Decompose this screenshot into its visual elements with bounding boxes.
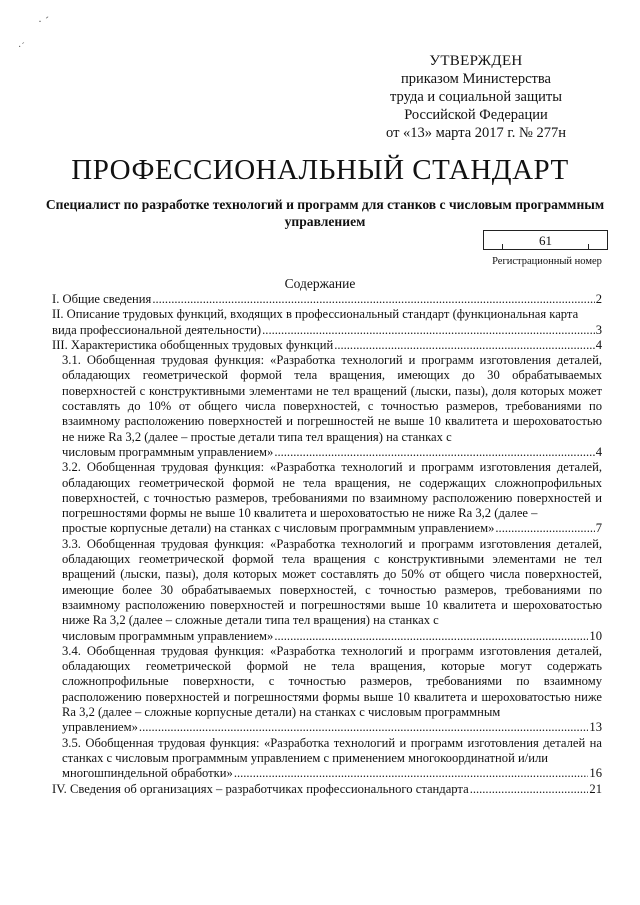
approval-heading: УТВЕРЖДЕН <box>429 53 523 69</box>
toc-leader <box>152 292 594 307</box>
scan-mark: · ˊ <box>38 14 49 28</box>
toc-leader <box>470 782 589 797</box>
toc-entry-title: управлением» <box>62 720 138 735</box>
toc-entry-text: 3.5. Обобщенная трудовая функция: «Разработка технологий и программ изготовления деталей на станках с числовым программным управлением с применением многокоординатной и/или <box>62 735 602 765</box>
toc-entry[interactable] <box>52 292 602 307</box>
box-tick <box>502 244 503 250</box>
approval-line: труда и социальной защиты <box>390 89 562 105</box>
toc-entry-text: 3.4. Обобщенная трудовая функция: «Разработка технологий и программ изготовления деталей, обладающих геометрической формой не тела вращения, которые могут содержать сложнопрофильные поверхности, с точностью размеров, требованиями по взаимному расположению поверхностей и погрешностями формы выше 10 квалитета и шероховатостью ниже Ra 3,2 (далее – сложные корпусные детали) на станках с числовым программным <box>62 643 602 720</box>
toc-entry[interactable] <box>52 644 602 736</box>
toc-heading: Содержание <box>284 276 356 291</box>
toc-entry-text: 3.3. Обобщенная трудовая функция: «Разработка технологий и программ изготовления деталей, обладающих геометрической формой тела вращения с конструктивными элементами не тел вращений (лыски, пазы), доля которых может составлять до 50% от общего числа поверхностей, имеющие более 30 обрабатываемых поверхностей, с точностью размеров, требованиями по взаимному расположению поверхностей и погрешностями выше 10 квалитета и шероховатостью ниже Ra 3,2 (далее – сложные детали типа тел вращения) на станках с <box>62 536 602 628</box>
toc-entry-title: IV. Сведения об организациях – разработчиках профессионального стандарта <box>52 781 469 796</box>
toc-page-number: 3 <box>595 322 602 337</box>
toc-entry-title: многошпиндельной обработки» <box>62 766 233 781</box>
toc-entry[interactable] <box>52 460 602 536</box>
toc-entry-title: вида профессиональной деятельности) <box>52 322 262 337</box>
toc-entry-title: числовым программным управлением» <box>62 444 274 459</box>
toc-entry-title: III. Характеристика обобщенных трудовых функций <box>52 337 334 352</box>
toc-leader <box>334 338 595 353</box>
toc-page-number: 13 <box>589 720 602 735</box>
toc-page-number: 16 <box>589 766 602 781</box>
toc-page-number: 10 <box>589 628 602 643</box>
toc-entry[interactable] <box>52 736 602 782</box>
box-tick <box>588 244 589 250</box>
registration-number: 61 <box>539 233 552 248</box>
table-of-contents <box>52 292 602 797</box>
toc-page-number: 4 <box>595 337 602 352</box>
toc-page-number: 2 <box>595 292 602 306</box>
toc-entry[interactable] <box>52 307 602 338</box>
registration-label: Регистрационный номер <box>492 256 602 267</box>
toc-leader <box>274 629 588 644</box>
approval-line: приказом Министерства <box>401 71 551 87</box>
approval-line: Российской Федерации <box>404 107 548 123</box>
toc-entry-text: II. Описание трудовых функций, входящих в профессиональный стандарт (функциональная карта <box>52 307 579 322</box>
toc-page-number: 7 <box>595 521 602 536</box>
toc-entry-text: 3.1. Обобщенная трудовая функция: «Разработка технологий и программ изготовления деталей, обладающих геометрической формой тела вращения, имеющих до 30 обрабатываемых поверхностей с конструктивными элементами не тел вращений (лыски, пазы), доля которых может составлять до 10% от общего числа поверхностей, с точностью размеров, требованиями по взаимному расположению поверхностей и погрешностей не выше 10 квалитета и шероховатостью не ниже Ra 3,2 (далее – простые детали типа тел вращения) на станках с <box>62 353 602 444</box>
toc-entry-title: простые корпусные детали) на станках с числовым программным управлением» <box>62 521 495 536</box>
standard-subject: Специалист по разработке технологий и программ для станков с числовым программным управлением <box>45 197 605 229</box>
toc-page-number: 4 <box>595 444 602 459</box>
toc-leader <box>262 323 595 338</box>
toc-leader <box>139 720 588 735</box>
toc-entry-title: числовым программным управлением» <box>62 628 274 643</box>
toc-entry-text: 3.2. Обобщенная трудовая функция: «Разработка технологий и программ изготовления деталей, обладающих геометрической формой не тела вращения, не содержащих сложнопрофильных поверхностей, с точностью размеров, требованиями по взаимному расположению поверхностей и погрешностями формы не выше 10 квалитета и шероховатостью не ниже Ra 3,2 (далее – <box>62 460 602 521</box>
toc-entry[interactable] <box>52 537 602 644</box>
registration-number-box <box>483 230 608 250</box>
document-title: ПРОФЕССИОНАЛЬНЫЙ СТАНДАРТ <box>71 154 569 186</box>
toc-entry-title: I. Общие сведения <box>52 292 152 306</box>
toc-entry[interactable] <box>52 353 602 460</box>
toc-leader <box>495 521 594 536</box>
toc-leader <box>274 445 594 460</box>
toc-entry[interactable] <box>52 338 602 353</box>
toc-leader <box>234 766 589 781</box>
approval-block <box>370 52 582 142</box>
toc-entry[interactable] <box>52 782 602 797</box>
scan-mark: ·ˊ <box>18 42 25 53</box>
toc-page-number: 21 <box>589 781 602 796</box>
approval-date: от «13» марта 2017 г. № 277н <box>386 125 566 141</box>
